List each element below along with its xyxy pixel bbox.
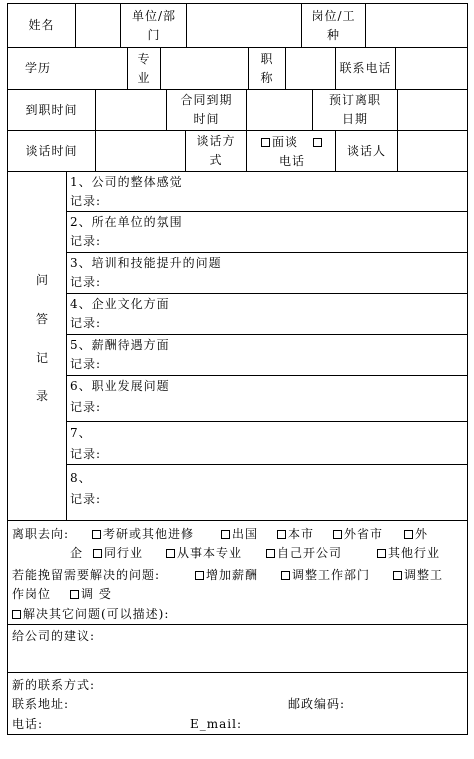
checkbox-icon[interactable] [377, 549, 386, 558]
qa-divider [66, 375, 468, 376]
retain-option[interactable]: 解决其它问题(可以描述): [12, 606, 169, 622]
dest-continue: 企 [70, 546, 84, 560]
phone-label: 联系电话 [339, 61, 392, 75]
talker-value[interactable] [398, 131, 467, 171]
talk-time-label: 谈话时间 [25, 143, 78, 158]
row-divider [7, 624, 468, 625]
question-item: 2、所在单位的氛围 [70, 215, 183, 229]
dest-option[interactable]: 从事本专业 [166, 545, 242, 561]
dest-option[interactable]: 同行业 [93, 545, 143, 561]
join-date-value[interactable] [96, 90, 166, 130]
dest-option[interactable]: 出国 [221, 526, 258, 542]
talk-mode-phone-box[interactable] [313, 134, 324, 150]
edu-label: 学历 [24, 61, 51, 75]
qa-side-char: 问 [36, 273, 49, 287]
record-label[interactable]: 记录: [70, 234, 102, 248]
retain-option[interactable]: 增加薪酬 [195, 567, 258, 583]
retain-option[interactable]: 调整工 [393, 567, 443, 583]
email-label: E_mail: [190, 717, 243, 731]
checkbox-icon[interactable] [281, 571, 290, 580]
record-label[interactable]: 记录: [70, 316, 102, 330]
checkbox-icon[interactable] [12, 610, 21, 619]
qa-side-char: 答 [36, 312, 49, 326]
join-date-label: 到职时间 [25, 102, 78, 117]
record-label[interactable]: 记录: [70, 492, 102, 506]
title-label: 职称 [260, 51, 274, 85]
question-item: 4、企业文化方面 [70, 297, 170, 311]
question-item: 7、 [70, 426, 92, 440]
unit-value[interactable] [187, 4, 301, 47]
row-divider [7, 672, 468, 673]
dest-option[interactable]: 自己开公司 [266, 545, 342, 561]
checkbox-icon[interactable] [221, 530, 230, 539]
talk-mode-phone: 电话 [279, 154, 306, 168]
suggestion-field[interactable] [8, 646, 467, 671]
retain-option[interactable]: 调 受 [70, 586, 112, 602]
name-label: 姓名 [28, 18, 55, 32]
address-label: 联系地址: [12, 697, 70, 711]
qa-side-char: 记 [36, 351, 49, 365]
talk-mode-face[interactable]: 面谈 [261, 134, 298, 150]
row-divider [7, 520, 468, 521]
phone-value[interactable] [396, 48, 467, 89]
question-item: 3、培训和技能提升的问题 [70, 256, 222, 270]
checkbox-icon[interactable] [92, 530, 101, 539]
qa-divider [66, 211, 468, 212]
dest-option[interactable]: 本市 [277, 526, 314, 542]
qa-side-char: 录 [36, 389, 49, 403]
record-label[interactable]: 记录: [70, 357, 102, 371]
checkbox-icon[interactable] [261, 138, 270, 147]
record-label[interactable]: 记录: [70, 447, 102, 461]
post-label: 岗位/工种 [311, 8, 356, 42]
postcode-label: 邮政编码: [288, 697, 346, 711]
col-divider [66, 171, 67, 520]
destination-label: 离职去向: [12, 527, 70, 541]
col-divider [120, 3, 121, 47]
contact-title: 新的联系方式: [12, 678, 96, 692]
major-value[interactable] [161, 48, 248, 89]
checkbox-icon[interactable] [404, 530, 413, 539]
contract-end-label: 合同到期时间 [180, 93, 233, 126]
record-label[interactable]: 记录: [70, 400, 102, 414]
checkbox-icon[interactable] [266, 549, 275, 558]
contract-end-value[interactable] [247, 90, 312, 130]
col-divider [246, 130, 247, 171]
title-value[interactable] [286, 48, 335, 89]
row-divider [7, 171, 468, 172]
checkbox-icon[interactable] [70, 590, 79, 599]
retain-option[interactable]: 调整工作部门 [281, 567, 370, 583]
unit-label: 单位/部门 [131, 8, 177, 42]
major-label: 专业 [137, 51, 151, 85]
checkbox-icon[interactable] [166, 549, 175, 558]
qa-divider [66, 252, 468, 253]
dest-option[interactable]: 外 [404, 526, 428, 542]
checkbox-icon[interactable] [333, 530, 342, 539]
question-item: 6、职业发展问题 [70, 379, 170, 393]
dest-option[interactable]: 外省市 [333, 526, 383, 542]
question-item: 1、公司的整体感觉 [70, 175, 183, 189]
talk-time-value[interactable] [96, 131, 185, 171]
qa-divider [66, 293, 468, 294]
checkbox-icon[interactable] [277, 530, 286, 539]
qa-divider [66, 334, 468, 335]
planned-leave-label: 预订离职日期 [328, 93, 381, 126]
qa-divider [66, 464, 468, 465]
checkbox-icon[interactable] [195, 571, 204, 580]
dest-option[interactable]: 其他行业 [377, 545, 440, 561]
retain-continue: 作岗位 [12, 587, 52, 601]
qa-divider [66, 421, 468, 422]
record-label[interactable]: 记录: [70, 275, 102, 289]
name-value[interactable] [76, 4, 120, 47]
contact-phone-label: 电话: [12, 717, 44, 731]
suggestion-label: 给公司的建议: [12, 629, 96, 643]
talker-label: 谈话人 [346, 143, 386, 158]
checkbox-icon[interactable] [313, 138, 322, 147]
dest-option[interactable]: 考研或其他进修 [92, 526, 194, 542]
retain-label: 若能挽留需要解决的问题: [12, 568, 161, 582]
question-item: 8、 [70, 471, 92, 485]
talk-mode-label: 谈话方式 [196, 134, 236, 167]
checkbox-icon[interactable] [393, 571, 402, 580]
planned-leave-value[interactable] [398, 90, 467, 130]
checkbox-icon[interactable] [93, 549, 102, 558]
record-label[interactable]: 记录: [70, 194, 102, 208]
question-item: 5、薪酬待遇方面 [70, 338, 170, 352]
edu-value[interactable] [68, 48, 127, 89]
post-value[interactable] [366, 4, 467, 47]
